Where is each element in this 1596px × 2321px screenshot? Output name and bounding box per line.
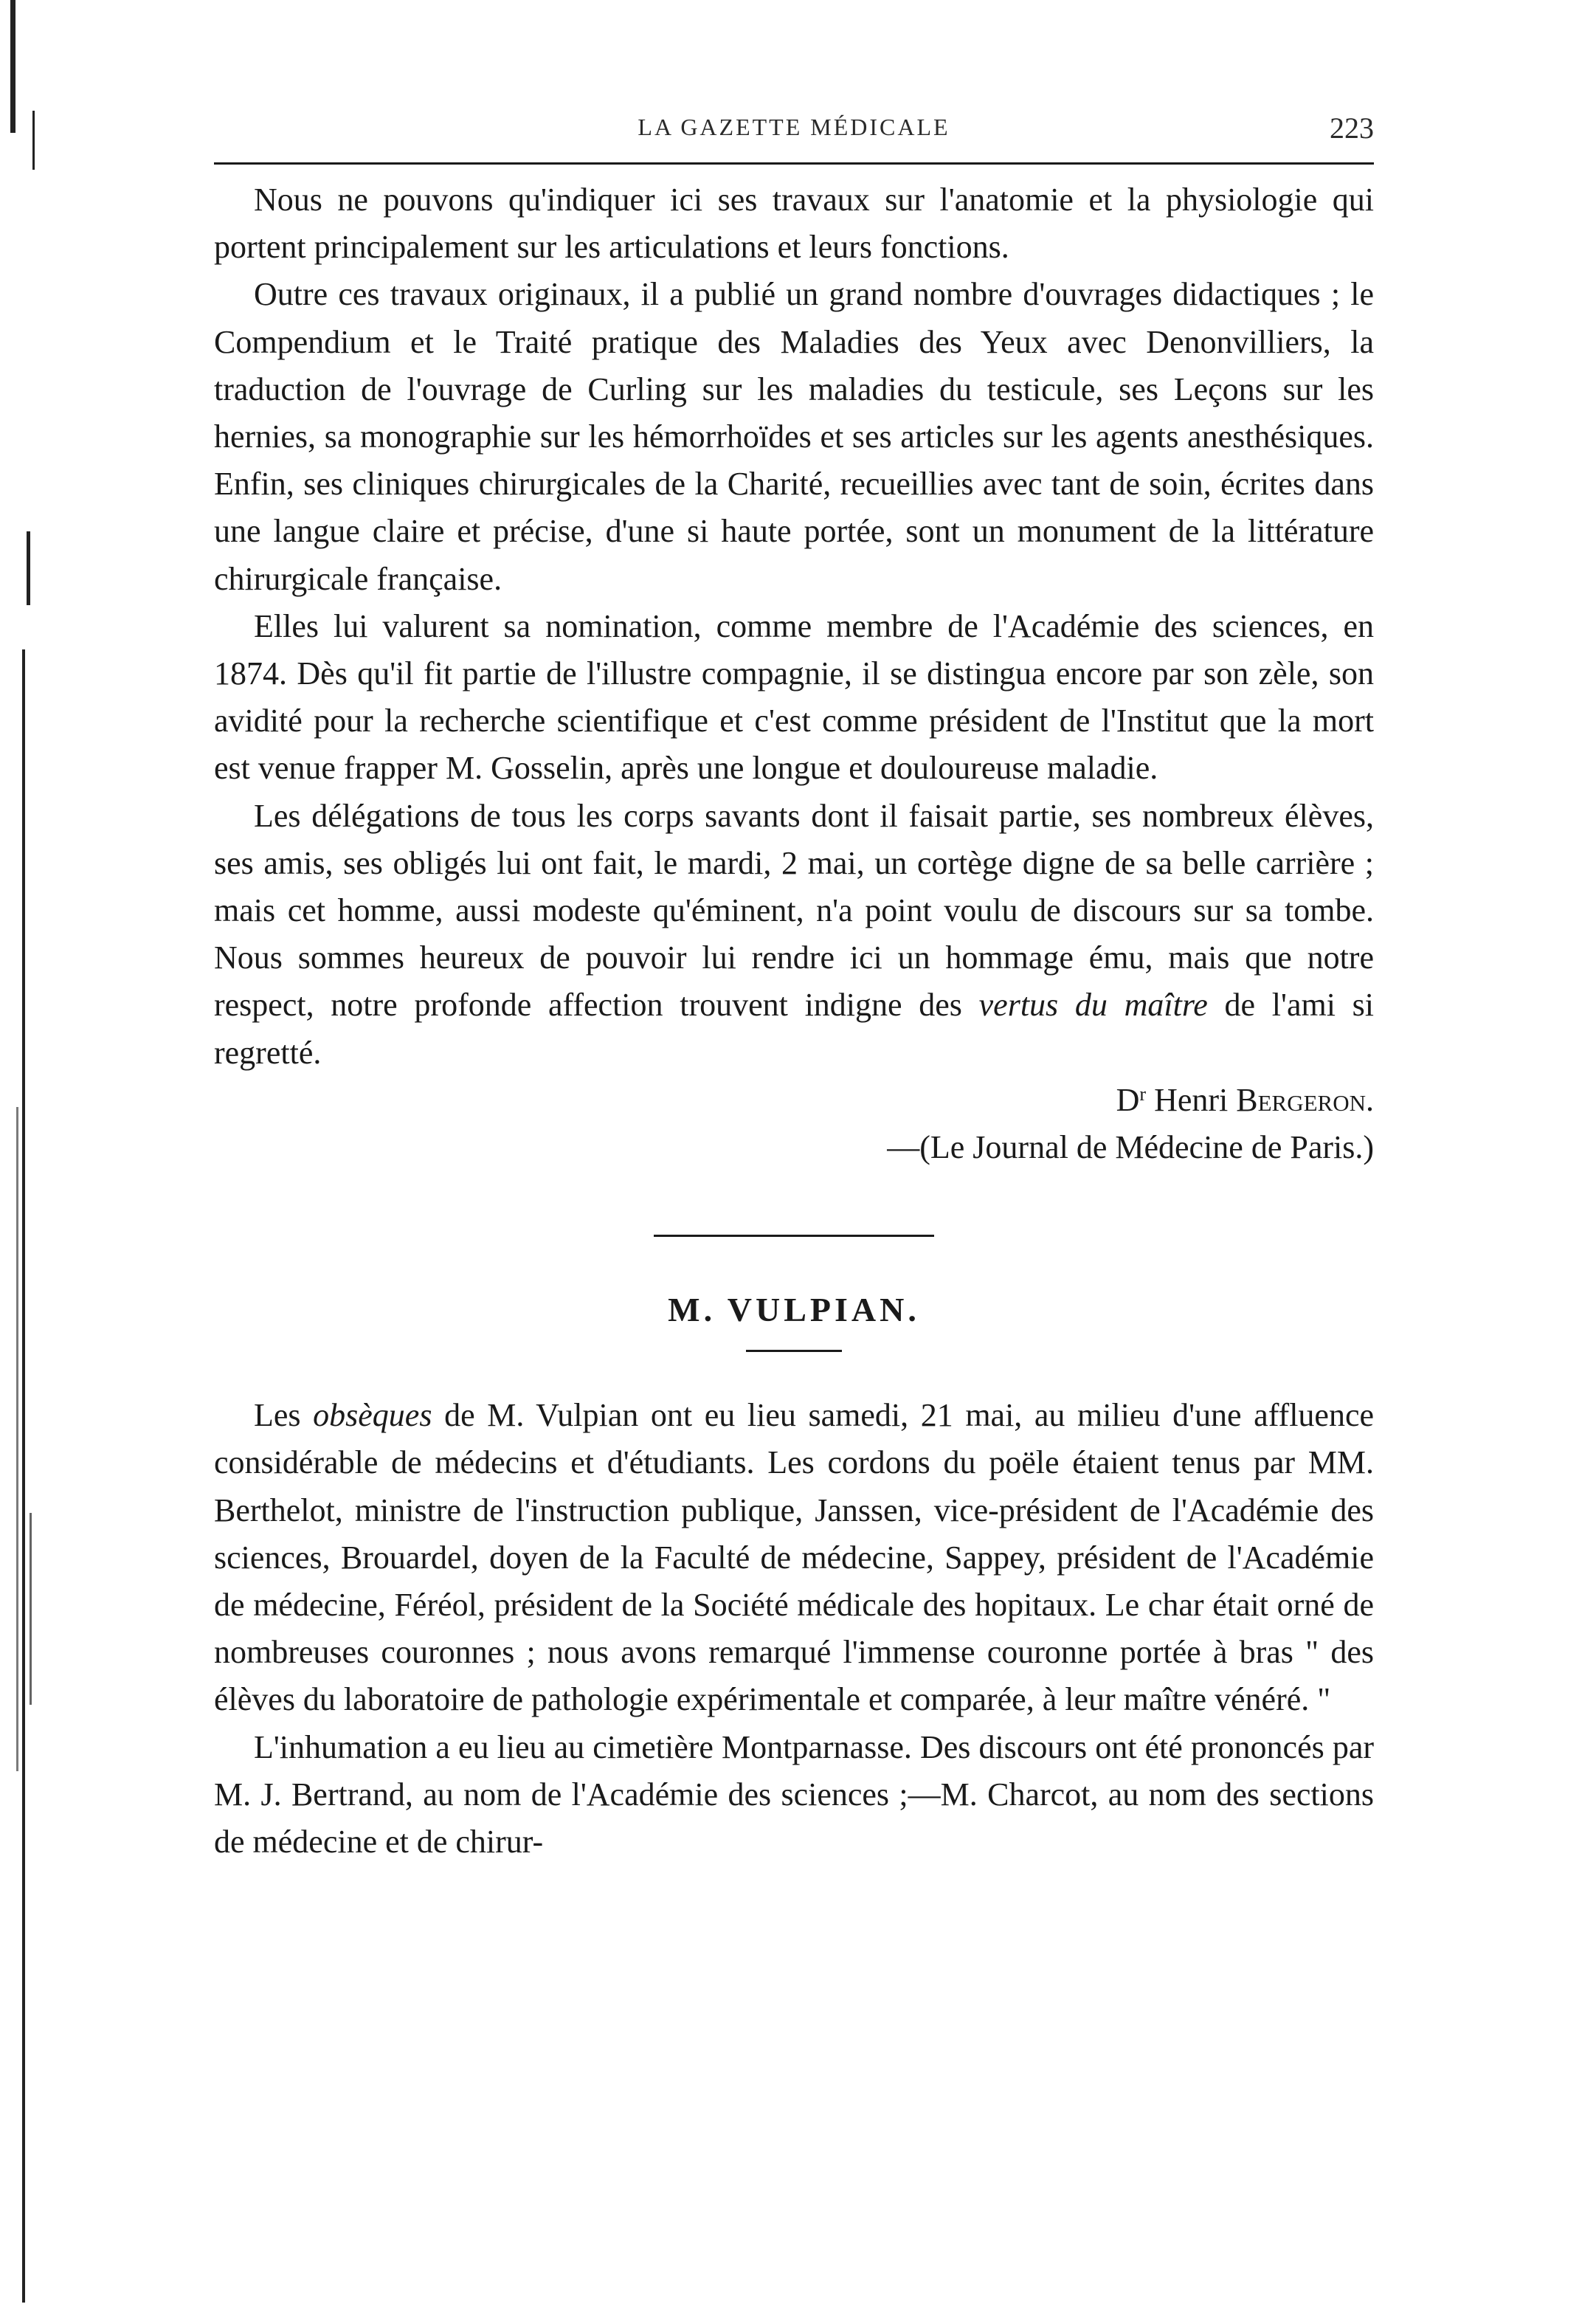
paragraph-1: Nous ne pouvons qu'indiquer ici ses travaux sur l'anatomie et la physiologie qui portent principalement sur les articulations et leurs fonctions. — [214, 182, 1374, 266]
article-gosselin — [214, 176, 1374, 1171]
author-signature — [214, 1077, 1374, 1124]
vulpian-paragraph-2: L'inhumation a eu lieu au cimetière Montparnasse. Des discours ont été prononcés par M. J. Bertrand, au nom de l'Académie des sciences ;—M. Charcot, au nom des sections de médecine et de chirur- — [214, 1728, 1374, 1860]
page — [214, 111, 1374, 1866]
running-title: LA GAZETTE MÉDICALE — [638, 114, 950, 140]
section-title: M. VULPIAN. — [668, 1291, 920, 1329]
source-citation: —(Le Journal de Médecine de Paris.) — [887, 1129, 1374, 1166]
paragraph-4-italic: vertus du maître — [978, 987, 1208, 1024]
signature-title-superscript: r — [1139, 1083, 1147, 1105]
binding-edge-scan-mark — [0, 0, 59, 2321]
running-head — [214, 111, 1374, 155]
vulpian-p1-italic: obsèques — [313, 1397, 432, 1434]
signature-block — [214, 1077, 1374, 1171]
title-rule — [746, 1350, 842, 1352]
article-vulpian — [214, 1392, 1374, 1866]
paragraph-4-text: Les délégations de tous les corps savants dont il faisait partie, ses nombreux élèves, ses amis, ses obligés lui ont fait, le mardi, 2 mai, un cortège digne de sa belle carrière ; mais cet homme, aussi modeste qu'éminent, n'a point voulu de discours sur sa tombe. Nous sommes heureux de pouvoir lui rendre ici un hommage ému, mais que notre respect, notre profonde affection trouvent indigne des — [214, 797, 1374, 1024]
paragraph-3: Elles lui valurent sa nomination, comme membre de l'Académie des sciences, en 1874. Dès qu'il fit partie de l'illustre compagnie, il se distingua encore par son zèle, son avidité pour la recherche scientifique et c'est comme président de l'Institut que la mort est venue frapper M. Gosselin, après une longue et douloureuse maladie. — [214, 607, 1374, 787]
page-number: 223 — [1330, 111, 1374, 145]
signature-title: $D^r$ — [1116, 1081, 1147, 1118]
signature-last-name: Bergeron. — [1236, 1081, 1374, 1118]
paragraph-4-tail: de l'ami si regretté. — [214, 987, 1374, 1071]
signature-first-name: Henri — [1154, 1081, 1229, 1118]
vulpian-p1-rest: de M. Vulpian ont eu lieu samedi, 21 mai, au milieu d'une affluence considérable de médecins et d'étudiants. Les cordons du poële étaient tenus par MM. Berthelot, ministre de l'instruction publique, Janssen, vice-président de l'Académie des sciences, Brouardel, doyen de la Faculté de médecine, Sappey, président de l'Académie de médecine, Féréol, président de la Société médicale des hopitaux. Le char était orné de nombreuses couronnes ; nous avons remarqué l'immense couronne portée à bras " des élèves du laboratoire de pathologie expérimentale et comparée, à leur maître vénéré. " — [214, 1397, 1375, 1718]
vulpian-paragraph-1 — [214, 1392, 1374, 1723]
paragraph-2: Outre ces travaux originaux, il a publié un grand nombre d'ouvrages didactiques ; le Compendium et le Traité pratique des Maladies des Yeux avec Denonvilliers, la traduction de l'ouvrage de Curling sur les maladies du testicule, ses Leçons sur les hernies, sa monographie sur les hémorrhoïdes et ses articles sur les agents anesthésiques. Enfin, ses cliniques chirurgicales de la Charité, recueillies avec tant de soin, écrites dans une langue claire et précise, d'une si haute portée, sont un monument de la littérature chirurgicale française. — [214, 276, 1374, 597]
paragraph-4 — [214, 793, 1374, 1077]
vulpian-p1-start: Les — [254, 1397, 314, 1434]
header-rule — [214, 162, 1374, 165]
section-divider — [654, 1235, 934, 1237]
